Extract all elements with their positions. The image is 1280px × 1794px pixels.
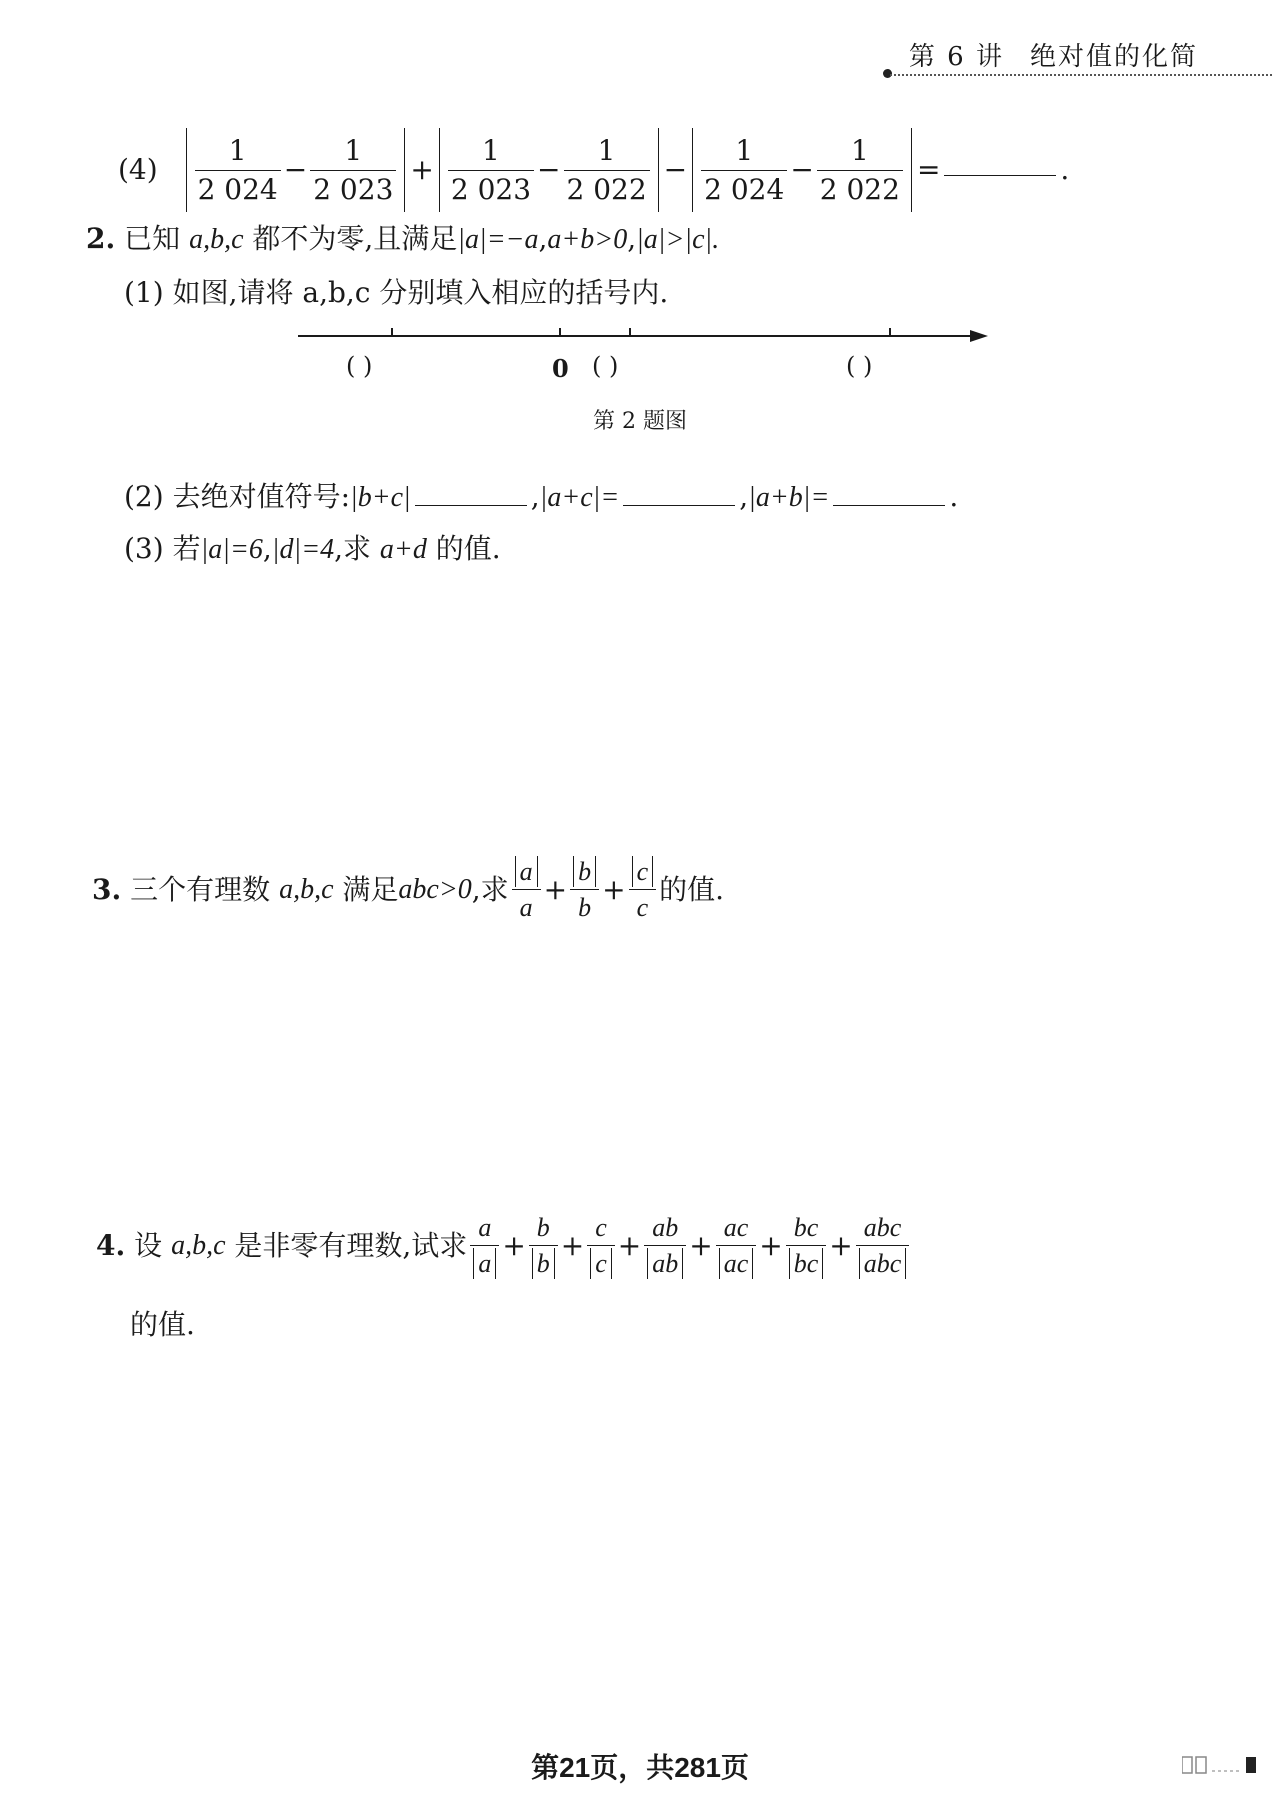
question-3: 3. 三个有理数 a,b,c 满足abc>0,求 $\frac{a}{a}$ + $\frac{b}{b}$ + $\frac{c}{c}$ 的值.: [92, 857, 725, 923]
fraction-b: $\frac{b}{b}$: [570, 856, 599, 923]
question-1-part-4: (4) $\frac{1}{2 024}$ − $\frac{1}{2 023}$ + $\frac{1}{2 023}$ − $\frac{1}{2 022}$ − $\frac{1}{2 024}$ − $\frac{1}{2 022}$ = .: [118, 128, 1069, 212]
fraction: $\frac{1}{2 023}$: [310, 134, 396, 206]
question-number: 3.: [92, 872, 122, 906]
fraction-b: $\frac{b}{b}$: [529, 1212, 558, 1279]
abs-term-2: $\frac{1}{2 023}$ − $\frac{1}{2 022}$: [439, 128, 659, 212]
question-2-part-3: (3) 若|a|=6,|d|=4,求 a+d 的值.: [124, 532, 501, 565]
expression-2: |a+c|=: [539, 482, 620, 513]
fraction: $\frac{1}{2 024}$: [195, 134, 281, 206]
fraction-c: $\frac{c}{c}$: [629, 856, 657, 923]
question-number: 4.: [96, 1228, 126, 1262]
fraction: $\frac{1}{2 023}$: [448, 134, 534, 206]
lecture-number: 第 6 讲: [908, 42, 1004, 72]
question-2-part-2: (2) 去绝对值符号:|b+c| ,|a+c|= ,|a+b|= .: [124, 480, 959, 513]
answer-blank[interactable]: [944, 174, 1056, 176]
fraction: $\frac{1}{2 022}$: [564, 134, 650, 206]
fraction-a: $\frac{a}{a}$: [470, 1212, 499, 1279]
corner-marks: [1182, 1754, 1262, 1776]
lecture-title: 绝对值的化简: [1029, 42, 1198, 72]
number-line: [290, 318, 990, 358]
abs-term-3: $\frac{1}{2 024}$ − $\frac{1}{2 022}$: [692, 128, 912, 212]
expression-3: |a+b|=: [748, 482, 830, 513]
fraction-a: $\frac{a}{a}$: [512, 856, 541, 923]
fraction-ab: $\frac{ab}{ab}$: [644, 1212, 686, 1279]
expression-1: |b+c|: [350, 482, 411, 513]
condition-2: a+b>0: [547, 224, 628, 255]
figure-caption: 第 2 题图: [593, 409, 687, 434]
answer-blank-3[interactable]: [833, 504, 945, 506]
fraction: $\frac{1}{2 022}$: [817, 134, 903, 206]
page-header: [909, 36, 1198, 73]
question-4: 4. 设 a,b,c 是非零有理数,试求 $\frac{a}{a}$ + $\frac{b}{b}$ + $\frac{c}{c}$ + $\frac{ab}{ab}$ + $\frac{ac}{ac}$ + $\frac{bc}{bc}$ + $\frac{\text{abc}}{\text{abc}}$: [96, 1212, 912, 1279]
fraction-c: $\frac{c}{c}$: [587, 1212, 615, 1279]
variables: a,b,c: [189, 224, 244, 255]
abs-term-1: $\frac{1}{2 024}$ − $\frac{1}{2 023}$: [186, 128, 406, 212]
header-dotted-rule: [890, 74, 1272, 76]
part-label: (4): [118, 153, 158, 187]
fraction-ac: $\frac{ac}{ac}$: [716, 1212, 757, 1279]
question-2-part-1: (1) 如图,请将 a,b,c 分别填入相应的括号内.: [124, 276, 669, 309]
fraction-bc: $\frac{bc}{bc}$: [786, 1212, 827, 1279]
bracket-middle[interactable]: ( ): [592, 352, 619, 380]
answer-blank-2[interactable]: [623, 504, 735, 506]
condition-1: |a|=−a: [457, 224, 539, 255]
bracket-left[interactable]: ( ): [346, 352, 373, 380]
question-2-stem: 2. 已知 a,b,c 都不为零,且满足|a|=−a,a+b>0,|a|>|c|.: [86, 222, 720, 255]
question-4-tail: 的值.: [130, 1308, 195, 1341]
number-line-figure: [290, 318, 990, 408]
fraction-abc: $\frac{\text{abc}}{\text{abc}}$: [856, 1212, 910, 1279]
answer-blank-1[interactable]: [415, 504, 527, 506]
zero-label: 0: [552, 354, 569, 383]
bracket-right[interactable]: ( ): [846, 352, 873, 380]
fraction: $\frac{1}{2 024}$: [701, 134, 787, 206]
question-number: 2.: [86, 222, 116, 255]
condition-3: |a|>|c|.: [636, 224, 720, 255]
page-counter: 第21页，共281页: [531, 1752, 749, 1783]
arrow-head-icon: [970, 330, 988, 342]
